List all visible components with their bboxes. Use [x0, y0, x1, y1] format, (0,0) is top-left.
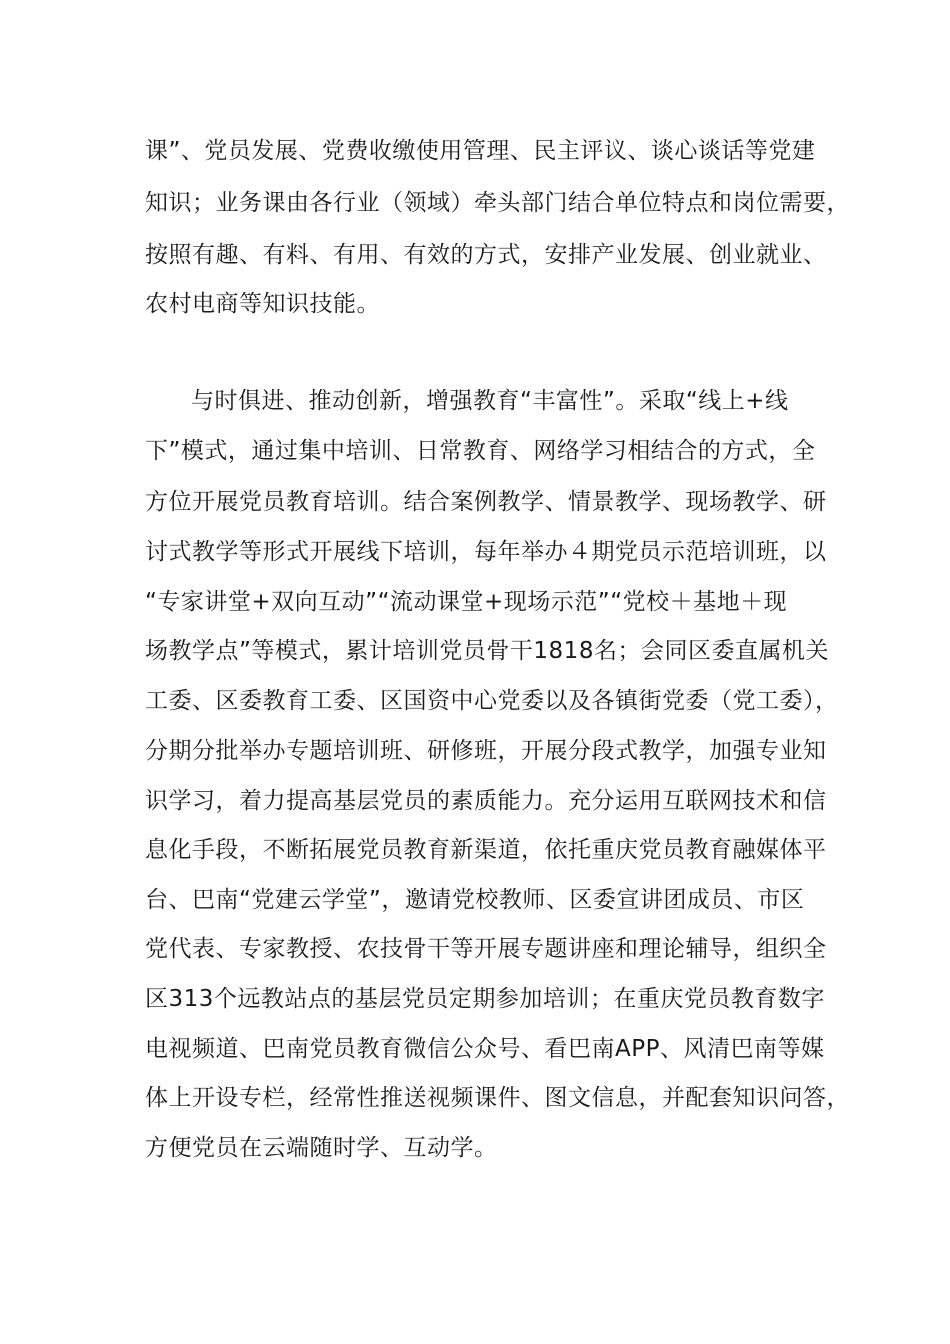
text-line: 区313个远教站点的基层党员定期参加培训；在重庆党员教育数字	[145, 986, 825, 1012]
text-line: 讨式教学等形式开展线下培训，每年举办４期党员示范培训班，以	[145, 539, 827, 565]
text-line: 按照有趣、有料、有用、有效的方式，安排产业发展、创业就业、	[145, 242, 827, 268]
text-line: 党代表、专家教授、农技骨干等开展专题讲座和理论辅导，组织全	[145, 936, 827, 962]
text-line: 体上开设专栏，经常性推送视频课件、图文信息，并配套知识问答，	[145, 1085, 850, 1111]
text-line: 农村电商等知识技能。	[145, 291, 380, 317]
text-line: 分期分批举办专题培训班、研修班，开展分段式教学，加强专业知	[145, 738, 827, 764]
text-line: 电视频道、巴南党员教育微信公众号、看巴南APP、风清巴南等媒	[145, 1036, 825, 1062]
text-line: 识学习，着力提高基层党员的素质能力。充分运用互联网技术和信	[145, 788, 827, 814]
text-line: 工委、区委教育工委、区国资中心党委以及各镇街党委（党工委），	[145, 688, 839, 714]
text-line: 息化手段，不断拓展党员教育新渠道，依托重庆党员教育融媒体平	[145, 837, 827, 863]
text-line: 课”、党员发展、党费收缴使用管理、民主评议、谈心谈话等党建	[145, 138, 816, 164]
text-line: 方便党员在云端随时学、互动学。	[145, 1135, 498, 1161]
text-line: 与时俱进、推动创新，增强教育“丰富性”。采取“线上+线	[191, 388, 789, 414]
text-line: 台、巴南“党建云学堂”，邀请党校教师、区委宣讲团成员、市区	[145, 887, 805, 913]
text-line: 方位开展党员教育培训。结合案例教学、情景教学、现场教学、研	[145, 489, 827, 515]
text-line: 场教学点”等模式，累计培训党员骨干1818名；会同区委直属机关	[145, 638, 829, 664]
text-line: 知识；业务课由各行业（领域）牵头部门结合单位特点和岗位需要，	[145, 190, 850, 216]
text-line: 下”模式，通过集中培训、日常教育、网络学习相结合的方式，全	[145, 438, 816, 464]
text-line: “专家讲堂+双向互动”“流动课堂+现场示范”“党校＋基地＋现	[145, 589, 788, 615]
